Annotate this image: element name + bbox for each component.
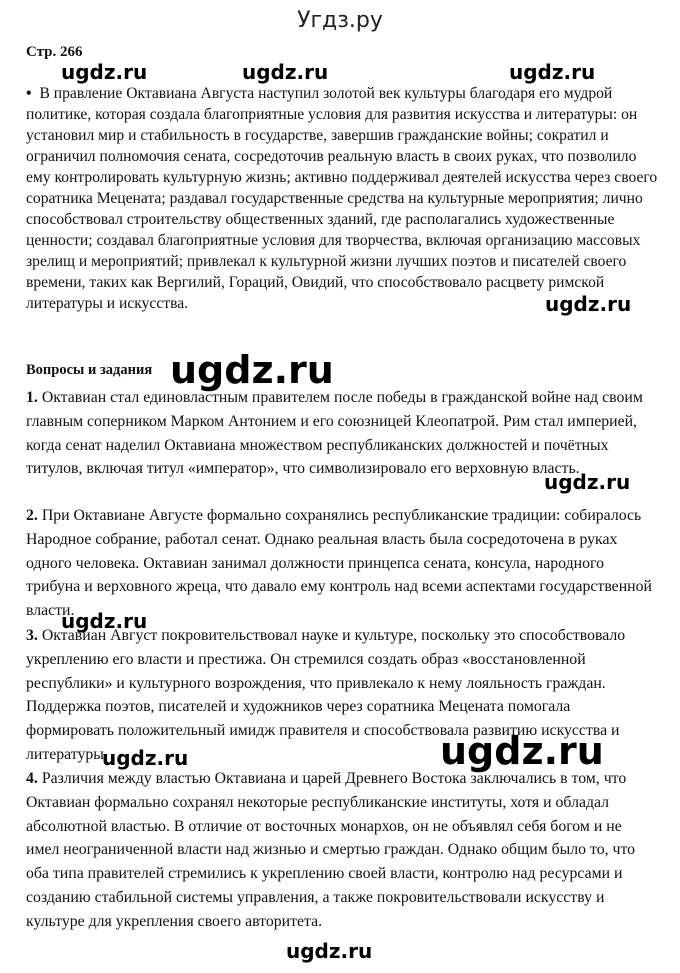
answer-number: 2.	[26, 507, 38, 524]
watermark: ugdz.ru	[509, 60, 596, 84]
intro-paragraph	[26, 83, 658, 314]
answer-text: Октавиан Август покровительствовал науке и культуре, поскольку это способствовало укреплению его власти и престижа. Он стремился создать образ «восстановленной республики» и культурного возрождения, что привлекало к нему лояльность граждан. Поддержка поэтов, писателей и художников через соратника Мецената помогала формировать положительный имидж правителя и способствовала развитию искусства и литературы.	[26, 627, 626, 763]
answer-3	[26, 624, 656, 767]
answer-number: 4.	[26, 770, 38, 787]
answer-text: Различия между властью Октавиана и царей Древнего Востока заключались в том, что Октавиан формально сохранял некоторые республиканские институты, хотя и обладал абсолютной властью. В отличие от восточных монархов, он не объявлял себя богом и не имел неограниченной власти над жизнью и смертью граждан. Однако общим было то, что оба типа правителей стремились к укреплению своей власти, контролю над ресурсами и созданию стабильной системы управления, а также покровительствовали искусству и культуре для укрепления своего авторитета.	[26, 770, 636, 930]
answer-number: 1.	[26, 389, 38, 406]
answer-text: При Октавиане Августе формально сохранялись республиканские традиции: собиралось Народное собрание, работал сенат. Однако реальная власть была сосредоточена в руках одного человека. Октавиан занимал должности принцепса сената, консула, народного трибуна и верховного жреца, что давало ему контроль над всеми аспектами государственной власти.	[26, 507, 652, 620]
watermark: ugdz.ru	[61, 60, 148, 84]
answer-text: Октавиан стал единовластным правителем после победы в гражданской войне над своим главным соперником Марком Антонием и его союзницей Клеопатрой. Рим стал империей, когда сенат наделил Октавиана множеством республиканских должностей и почётных титулов, включая титул «император», что символизировало его верховную власть.	[26, 389, 643, 478]
watermark: ugdz.ru	[61, 609, 148, 633]
answer-4	[26, 767, 656, 934]
intro-text: В правление Октавиана Августа наступил золотой век культуры благодаря его мудрой политике, которая создала благоприятные условия для развития искусства и литературы: он установил мир и стабильность в государстве, завершив гражданские войны; сократил и ограничил полномочия сената, сосредоточив реальную власть в своих руках, что позволило ему контролировать культурную жизнь; активно поддерживал деятелей искусства через своего соратника Мецената; раздавал государственные средства на культурные мероприятия; лично способствовал строительству общественных зданий, где располагались художественные ценности; создавал благоприятные условия для творчества, включая организацию массовых зрелищ и мероприятий; привлекал к культурной жизни лучших поэтов и писателей своего времени, таких как Вергилий, Гораций, Овидий, что способствовало расцвету римской литературы и искусства.	[26, 85, 658, 312]
site-title: Угдз.ру	[297, 8, 383, 33]
watermark: ugdz.ru	[102, 746, 189, 770]
watermark: ugdz.ru	[286, 939, 373, 963]
answer-number: 3.	[26, 627, 38, 644]
answer-2	[26, 504, 656, 623]
watermark: ugdz.ru	[242, 60, 329, 84]
answer-1	[26, 386, 656, 481]
section-title: Вопросы и задания	[26, 362, 153, 378]
watermark: ugdz.ru	[440, 729, 604, 773]
page-label: Стр. 266	[26, 44, 83, 60]
bullet-glyph: •	[26, 85, 32, 102]
watermark: ugdz.ru	[545, 292, 632, 316]
watermark: ugdz.ru	[544, 470, 631, 494]
watermark: ugdz.ru	[170, 348, 334, 392]
